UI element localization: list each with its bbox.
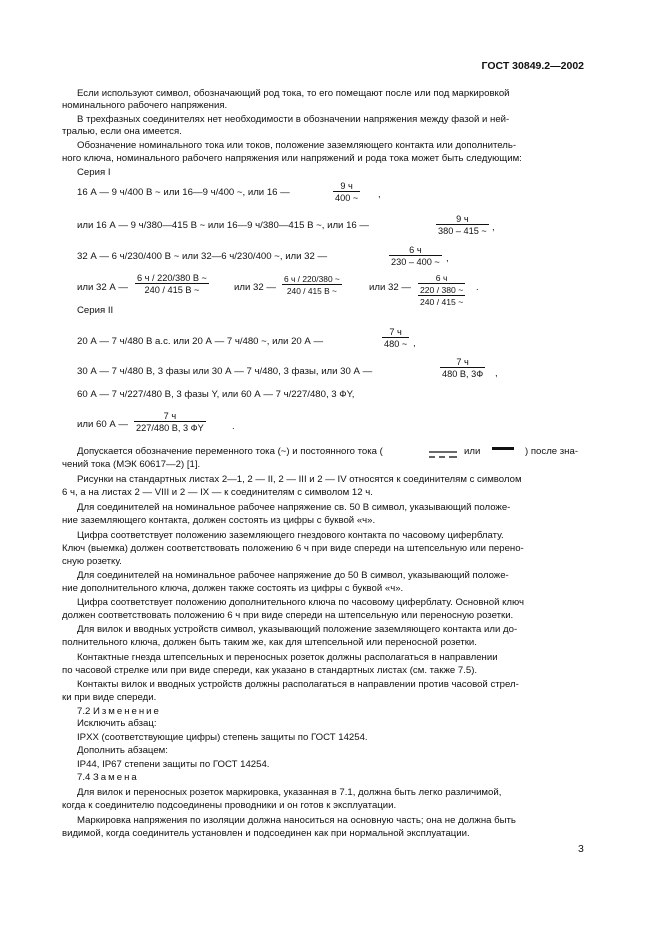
para-line: ки при виде спереди. — [62, 692, 157, 703]
fraction-denominator: 227/480 В, 3 ФY — [136, 423, 204, 433]
example-line: 60 А — 7 ч/227/480 В, 3 фазы Y, или 60 А — 7 ч/227/480, 3 ФY, — [77, 389, 355, 400]
example-line: или 16 А — 9 ч/380—415 В ~ или 16—9 ч/380—415 В ~, или 16 — — [77, 220, 370, 231]
fraction — [135, 273, 209, 295]
fraction — [418, 273, 465, 307]
fraction — [436, 214, 489, 236]
para-line: Маркировка напряжения по изоляции должна наноситься на основную часть; она не должна быть — [77, 815, 516, 826]
section-title: Изменение — [93, 706, 161, 717]
para-line: видимой, когда соединитель установлен и подсоединен как при нормальной эксплуатации. — [62, 828, 470, 839]
section-title: Замена — [93, 772, 139, 783]
fraction-numerator: 7 ч — [389, 327, 402, 337]
example-line: или 32 А — — [77, 282, 128, 293]
fraction-numerator: 9 ч — [340, 181, 353, 191]
section-heading — [77, 706, 161, 718]
para-line: Дополнить абзацем: — [77, 745, 168, 756]
dc-bar-icon — [490, 445, 520, 453]
example-line: 16 А — 9 ч/400 В ~ или 16—9 ч/400 ~, или 16 — — [77, 187, 290, 198]
para-line: Контактные гнезда штепсельных и переносных розеток должны располагаться в направлении — [77, 652, 498, 663]
para-line: Обозначение номинального тока или токов, положение заземляющего контакта или дополнитель- — [77, 140, 517, 151]
example-line: или 32 — — [234, 282, 276, 293]
section-number: 7.2 — [77, 706, 91, 717]
fraction-denominator: 240 / 415 В ~ — [282, 284, 342, 296]
para-line: когда к соединителю подсоединены проводники и он готов к эксплуатации. — [62, 800, 397, 811]
para-line: Для вилок и переносных розеток маркировка, указанная в 7.1, должна быть легко различимой, — [77, 787, 502, 798]
fraction-numerator: 6 ч — [435, 273, 448, 283]
example-line: 32 А — 6 ч/230/400 В ~ или 32—6 ч/230/400 ~, или 32 — — [77, 251, 328, 262]
series-heading: Серия II — [77, 305, 114, 316]
fraction — [440, 357, 485, 379]
para-line: Рисунки на стандартных листах 2—1, 2 — II, 2 — III и 2 — IV относятся к соединителям с символом — [77, 474, 522, 485]
fraction — [389, 245, 442, 267]
para-line: 6 ч, а на листах 2 — VIII и 2 — IX — к соединителям с символом 12 ч. — [62, 487, 373, 498]
para-line: полнительного ключа, должен быть таким же, как для штепсельной или переносной розетки. — [62, 637, 477, 648]
dc-symbol-icon — [427, 450, 461, 460]
para-line: ного ключа, номинального рабочего напряжения или напряжений и рода тока может быть следующим: — [62, 153, 522, 164]
fraction — [382, 327, 409, 349]
para-line: по часовой стрелке или при виде спереди, как указано в стандартных листах (см. также 7.5). — [62, 665, 478, 676]
fraction-denominator: 230 – 400 ~ — [391, 257, 440, 267]
para-line: В трехфазных соединителях нет необходимости в обозначении напряжения между фазой и ней- — [77, 114, 510, 125]
fraction-denominator: 240 / 415 В ~ — [135, 283, 209, 295]
para-line: чений тока (МЭК 60617—2) [1]. — [62, 459, 201, 470]
page-number: 3 — [578, 843, 584, 855]
series-heading: Серия I — [77, 167, 111, 178]
example-line: 20 А — 7 ч/480 В а.с. или 20 А — 7 ч/480 ~, или 20 А — — [77, 336, 324, 347]
fraction-denominator: 480 В, 3Ф — [442, 369, 484, 379]
para-line: IPXX (соответствующие цифры) степень защиты по ГОСТ 14254. — [77, 732, 368, 743]
para-line: Допускается обозначение переменного тока (~) и постоянного тока ( — [77, 446, 383, 457]
para-line: Для вилок и вводных устройств символ, указывающий положение заземляющего контакта или до- — [77, 624, 518, 635]
fraction-numerator: 7 ч — [456, 357, 469, 367]
fraction-numerator: 7 ч — [163, 411, 177, 421]
fraction-denominator: 220 / 380 ~ — [420, 285, 464, 295]
fraction-denominator: 400 ~ — [335, 193, 359, 203]
section-number: 7.4 — [77, 772, 91, 783]
para-line: сную розетку. — [62, 556, 122, 567]
example-line: или 32 — — [369, 282, 411, 293]
para-line: или — [464, 446, 481, 457]
para-line: ние заземляющего контакта, должен состоять из цифры с буквой «ч». — [62, 515, 376, 526]
para-line: Цифра соответствует положению дополнительного ключа по часовому циферблату. Основной ключ — [77, 597, 524, 608]
fraction-denominator: 240 / 415 ~ — [420, 297, 464, 307]
fraction-denominator: 380 – 415 ~ — [438, 226, 487, 236]
para-line: должен соответствовать положению 6 ч при виде спереди на штепсельную или переносную розетки. — [62, 610, 514, 621]
fraction-denominator: 480 ~ — [384, 339, 408, 349]
para-line: ние дополнительного ключа, должен также состоять из цифры с буквой «ч». — [62, 583, 404, 594]
para-line: Цифра соответствует положению заземляющего гнездового контакта по часовому циферблату. — [77, 530, 504, 541]
fraction — [282, 274, 342, 296]
para-line: ) после зна- — [525, 446, 579, 457]
fraction-numerator: 6 ч / 220/380 ~ — [284, 274, 340, 284]
fraction — [333, 181, 360, 203]
para-line: Если используют символ, обозначающий род тока, то его помещают после или под маркировкой — [77, 88, 510, 99]
example-line: 30 А — 7 ч/480 В, 3 фазы или 30 А — 7 ч/480, 3 фазы, или 30 А — — [77, 366, 373, 377]
fraction-numerator: 6 ч / 220/380 В ~ — [137, 273, 207, 283]
para-line: номинального рабочего напряжения. — [62, 100, 228, 111]
section-heading — [77, 772, 139, 784]
page-header: ГОСТ 30849.2—2002 — [481, 60, 584, 72]
para-line: Для соединителей на номинальное рабочее напряжение св. 50 В символ, указывающий положе- — [77, 502, 511, 513]
para-line: Ключ (выемка) должен соответствовать положению 6 ч при виде спереди на штепсельную или перено- — [62, 543, 524, 554]
example-line: или 60 А — — [77, 419, 128, 430]
fraction-numerator: 9 ч — [456, 214, 469, 224]
fraction — [134, 411, 206, 433]
fraction-numerator: 6 ч — [409, 245, 422, 255]
para-line: Контакты вилок и вводных устройств должны располагаться в направлении против часовой стрел- — [77, 679, 519, 690]
para-line: тралью, если она имеется. — [62, 126, 182, 137]
para-line: IP44, IP67 степени защиты по ГОСТ 14254. — [77, 759, 270, 770]
para-line: Для соединителей на номинальное рабочее напряжение до 50 В символ, указывающий положе- — [77, 570, 509, 581]
para-line: Исключить абзац: — [77, 718, 157, 729]
